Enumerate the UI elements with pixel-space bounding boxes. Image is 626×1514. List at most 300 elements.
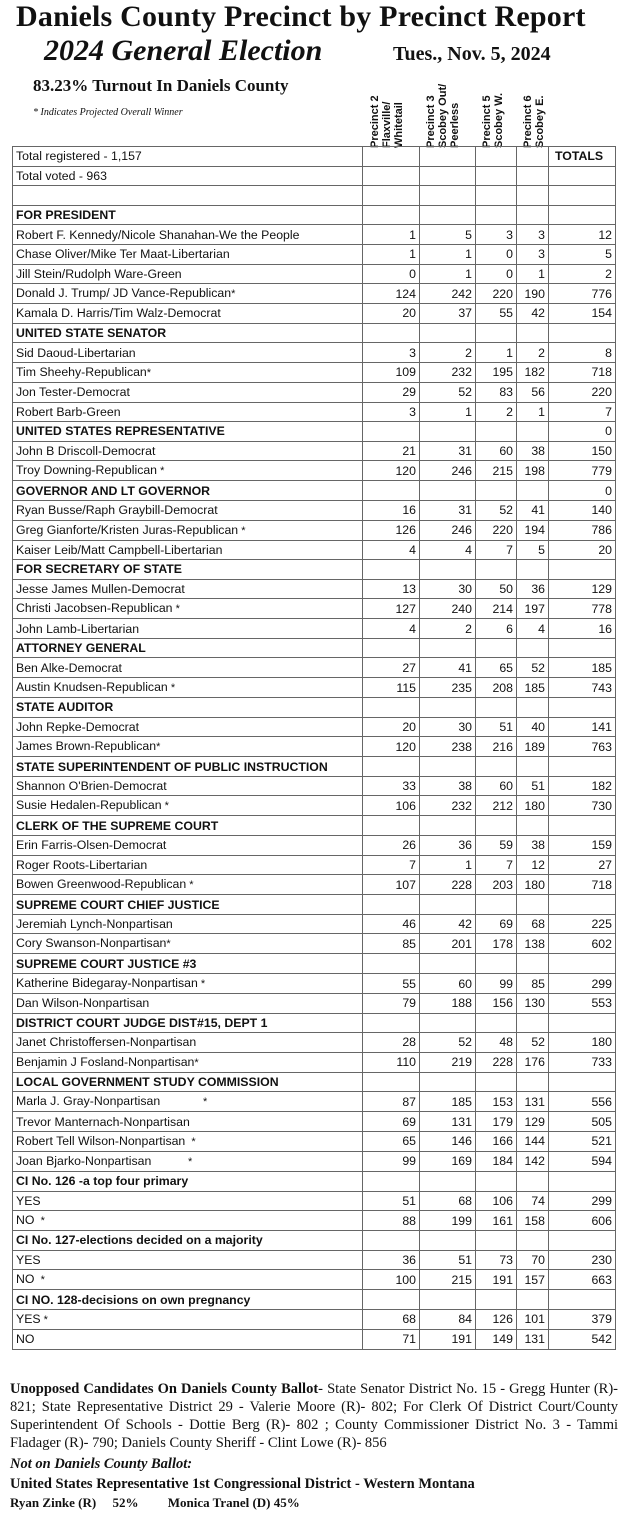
projected-winner-marker: * [161, 800, 169, 813]
precinct-votes [517, 481, 549, 501]
total-votes: 182 [549, 776, 616, 796]
row-label: YES [16, 1311, 41, 1326]
precinct-votes: 153 [476, 1092, 517, 1112]
candidate-row [13, 284, 616, 304]
empty-cell [517, 1013, 549, 1033]
precinct-votes: 70 [517, 1250, 549, 1270]
empty-cell [363, 323, 420, 343]
candidate-row [13, 402, 616, 422]
empty-cell [420, 205, 476, 225]
total-votes: 27 [549, 855, 616, 875]
empty-cell [363, 816, 420, 836]
candidate-row [13, 796, 616, 816]
precinct-votes: 131 [517, 1092, 549, 1112]
precinct-votes: 4 [363, 619, 420, 639]
candidate-row [13, 1211, 616, 1231]
total-votes: 594 [549, 1151, 616, 1171]
empty-cell [517, 895, 549, 915]
empty-cell [420, 186, 476, 206]
row-label: Austin Knudsen-Republican [16, 680, 168, 695]
total-votes: 16 [549, 619, 616, 639]
precinct-votes: 71 [363, 1329, 420, 1349]
candidate-name [13, 619, 363, 639]
precinct-votes: 3 [517, 244, 549, 264]
precinct-votes: 198 [517, 461, 549, 481]
precinct-votes: 2 [476, 402, 517, 422]
candidate-name [13, 225, 363, 245]
race-header-row [13, 560, 616, 580]
row-label: James Brown-Republican [16, 739, 157, 754]
row-label: CI No. 126 -a top four primary [16, 1174, 189, 1189]
candidate-name [13, 1131, 363, 1151]
precinct-votes: 38 [517, 441, 549, 461]
empty-cell [420, 1171, 476, 1191]
total-votes: 129 [549, 579, 616, 599]
precinct-votes: 215 [420, 1270, 476, 1290]
precinct-votes: 144 [517, 1131, 549, 1151]
projected-winner-marker: * [167, 682, 176, 695]
total-votes: 505 [549, 1112, 616, 1132]
candidate-name [13, 717, 363, 737]
empty-cell [363, 166, 420, 186]
candidate-name [13, 540, 363, 560]
candidate-row [13, 264, 616, 284]
unopposed-lead: Unopposed Candidates On Daniels County Ballot [10, 1381, 319, 1397]
total-votes: 663 [549, 1270, 616, 1290]
empty-cell [420, 1290, 476, 1310]
candidate-name [13, 599, 363, 619]
row-label: Jeremiah Lynch-Nonpartisan [16, 917, 173, 932]
candidate-row [13, 520, 616, 540]
precinct-votes: 46 [363, 914, 420, 934]
row-label: John Lamb-Libertarian [16, 621, 140, 636]
precinct-votes: 138 [517, 934, 549, 954]
precinct-votes: 179 [476, 1112, 517, 1132]
candidate-name [13, 147, 363, 167]
candidate-row [13, 304, 616, 324]
candidate-name [13, 1250, 363, 1270]
empty-cell [420, 954, 476, 974]
race-title [13, 954, 363, 974]
candidate-row [13, 382, 616, 402]
empty-cell [476, 1290, 517, 1310]
candidate-name [13, 737, 363, 757]
precinct-votes: 115 [363, 678, 420, 698]
empty-cell [549, 954, 616, 974]
precinct-votes: 106 [476, 1191, 517, 1211]
empty-cell [549, 895, 616, 915]
empty-cell [549, 1290, 616, 1310]
precinct-votes: 42 [517, 304, 549, 324]
row-label: Jon Tester-Democrat [16, 385, 130, 400]
precinct-votes: 20 [363, 717, 420, 737]
empty-cell [363, 1171, 420, 1191]
precinct-votes: 33 [363, 776, 420, 796]
race-header-row [13, 757, 616, 777]
precinct-votes: 73 [476, 1250, 517, 1270]
precinct-votes: 199 [420, 1211, 476, 1231]
precinct-votes: 126 [363, 520, 420, 540]
precinct-votes: 195 [476, 362, 517, 382]
precinct-votes: 1 [420, 402, 476, 422]
race-header-row [13, 205, 616, 225]
race-header-row [13, 954, 616, 974]
empty-cell [420, 1072, 476, 1092]
candidate-row [13, 934, 616, 954]
candidate-name [13, 461, 363, 481]
empty-cell [549, 1171, 616, 1191]
precinct-votes: 0 [476, 264, 517, 284]
empty-cell [420, 638, 476, 658]
empty-cell [476, 560, 517, 580]
race-header-row [13, 638, 616, 658]
total-votes: 12 [549, 225, 616, 245]
precinct-votes: 101 [517, 1309, 549, 1329]
row-label: Robert Tell Wilson-Nonpartisan [16, 1133, 186, 1148]
projected-winner-marker: * [166, 938, 171, 951]
empty-cell [476, 205, 517, 225]
election-date: Tues., Nov. 5, 2024 [393, 43, 551, 65]
candidate-name [13, 441, 363, 461]
precinct-votes: 157 [517, 1270, 549, 1290]
precinct-votes: 7 [476, 540, 517, 560]
projected-winner-marker: * [238, 524, 246, 537]
row-label: Donald J. Trump/ JD Vance-Republican [16, 286, 232, 301]
row-label: LOCAL GOVERNMENT STUDY COMMISSION [16, 1075, 279, 1090]
row-label: Christi Jacobsen-Republican [16, 601, 173, 616]
empty-cell [476, 638, 517, 658]
precinct-votes: 36 [363, 1250, 420, 1270]
race-title [13, 638, 363, 658]
candidate-name [13, 500, 363, 520]
precinct-votes: 4 [517, 619, 549, 639]
total-votes: 606 [549, 1211, 616, 1231]
candidate-name [13, 678, 363, 698]
precinct-votes: 60 [420, 974, 476, 994]
empty-cell [476, 1231, 517, 1251]
precinct-votes: 126 [476, 1309, 517, 1329]
empty-cell [363, 1231, 420, 1251]
precinct-votes: 38 [517, 836, 549, 856]
precinct-votes: 3 [476, 225, 517, 245]
candidate-row [13, 1092, 616, 1112]
row-label: Janet Christoffersen-Nonpartisan [16, 1035, 197, 1050]
precinct-votes: 52 [476, 500, 517, 520]
precinct-votes: 185 [517, 678, 549, 698]
precinct-votes: 130 [517, 994, 549, 1014]
projected-winner-marker: * [34, 1215, 45, 1228]
row-label: STATE AUDITOR [16, 700, 114, 715]
candidate-name [13, 1052, 363, 1072]
precinct-votes: 79 [363, 994, 420, 1014]
candidate-row [13, 619, 616, 639]
precinct-votes: 131 [420, 1112, 476, 1132]
row-label: Total voted - 963 [16, 168, 107, 183]
precinct-votes: 42 [420, 914, 476, 934]
precinct-votes [363, 422, 420, 442]
candidate-row [13, 343, 616, 363]
row-label: FOR PRESIDENT [16, 208, 116, 223]
candidate-name [13, 362, 363, 382]
empty-cell [476, 1013, 517, 1033]
empty-cell [476, 816, 517, 836]
empty-cell [420, 816, 476, 836]
projected-winner-marker: * [172, 603, 180, 616]
precinct-votes: 51 [517, 776, 549, 796]
candidate-name [13, 579, 363, 599]
candidate-row [13, 1250, 616, 1270]
precinct-votes: 68 [363, 1309, 420, 1329]
row-label: Ryan Busse/Raph Graybill-Democrat [16, 503, 218, 518]
candidate-row [13, 855, 616, 875]
empty-cell [549, 166, 616, 186]
precinct-votes: 4 [420, 540, 476, 560]
row-label: STATE SUPERINTENDENT OF PUBLIC INSTRUCTION [16, 759, 328, 774]
precinct-votes: 37 [420, 304, 476, 324]
total-votes: 786 [549, 520, 616, 540]
total-votes: 776 [549, 284, 616, 304]
total-votes: 150 [549, 441, 616, 461]
precinct-votes: 88 [363, 1211, 420, 1231]
precinct-votes: 60 [476, 776, 517, 796]
total-votes: 159 [549, 836, 616, 856]
precinct-votes: 27 [363, 658, 420, 678]
precinct-votes: 203 [476, 875, 517, 895]
row-label: GOVERNOR AND LT GOVERNOR [16, 483, 211, 498]
precinct-votes: 51 [363, 1191, 420, 1211]
candidate-name [13, 402, 363, 422]
row-label: Susie Hedalen-Republican [16, 798, 162, 813]
empty-cell [476, 1072, 517, 1092]
precinct-votes: 191 [420, 1329, 476, 1349]
empty-cell [549, 638, 616, 658]
precinct-votes: 2 [420, 619, 476, 639]
row-label: NO [16, 1213, 35, 1228]
precinct-votes: 7 [363, 855, 420, 875]
empty-cell [517, 560, 549, 580]
precinct-votes: 68 [517, 914, 549, 934]
empty-cell [517, 205, 549, 225]
precinct-votes: 178 [476, 934, 517, 954]
precinct-votes: 190 [517, 284, 549, 304]
row-label: Chase Oliver/Mike Ter Maat-Libertarian [16, 247, 230, 262]
empty-cell [420, 147, 476, 167]
total-votes: 299 [549, 1191, 616, 1211]
precinct-votes [476, 481, 517, 501]
empty-cell [517, 816, 549, 836]
precinct-votes: 3 [517, 225, 549, 245]
candidate-name [13, 1033, 363, 1053]
empty-cell [420, 166, 476, 186]
race-title [13, 481, 363, 501]
projected-winner-marker: * [186, 879, 194, 892]
row-label: Joan Bjarko-Nonpartisan [16, 1153, 152, 1168]
total-votes: 154 [549, 304, 616, 324]
candidate-name [13, 1112, 363, 1132]
candidate-name [13, 1309, 363, 1329]
row-label: Ben Alke-Democrat [16, 660, 122, 675]
candidate-name [13, 343, 363, 363]
precinct-votes: 240 [420, 599, 476, 619]
empty-cell [420, 757, 476, 777]
candidate-name [13, 166, 363, 186]
precinct-votes: 191 [476, 1270, 517, 1290]
row-label: YES [16, 1193, 41, 1208]
precinct-votes: 30 [420, 579, 476, 599]
candidate-name [13, 1191, 363, 1211]
precinct-votes: 52 [517, 1033, 549, 1053]
empty-cell [476, 1171, 517, 1191]
ballot-issue-row [13, 1231, 616, 1251]
row-label: ATTORNEY GENERAL [16, 641, 146, 656]
empty-cell [549, 1072, 616, 1092]
projected-winner-marker: * [160, 1096, 208, 1109]
precinct-votes: 51 [420, 1250, 476, 1270]
race-header-row [13, 323, 616, 343]
precinct-votes: 84 [420, 1309, 476, 1329]
precinct-votes: 74 [517, 1191, 549, 1211]
precinct-votes: 176 [517, 1052, 549, 1072]
projected-winner-marker: * [156, 741, 161, 754]
unopposed-text: - State Senator District No. 15 - Gregg Hunter (R)- 821; State Representative District 29 - Valerie Moore (R)- 802; For Clerk Of District Court/County Superintendent Of Schools - Dottie Berg (R)- 802 ; County Commissioner District No. 3 - Tammi Fladager (R)- 790; Daniels County Sheriff - Clint Lowe (R)- 856 [10, 1381, 618, 1451]
precinct-votes: 6 [476, 619, 517, 639]
precinct-votes [420, 422, 476, 442]
precinct-votes: 1 [517, 402, 549, 422]
unopposed-candidates [10, 1380, 618, 1452]
precinct-votes: 56 [517, 382, 549, 402]
candidate-row [13, 1131, 616, 1151]
precinct-votes: 107 [363, 875, 420, 895]
candidate-name [13, 520, 363, 540]
precinct-votes: 5 [517, 540, 549, 560]
row-label: Kaiser Leib/Matt Campbell-Libertarian [16, 542, 223, 557]
total-votes: 718 [549, 875, 616, 895]
precinct-votes: 52 [420, 1033, 476, 1053]
race-title [13, 1013, 363, 1033]
empty-cell [420, 698, 476, 718]
candidate-name [13, 284, 363, 304]
total-votes: 230 [549, 1250, 616, 1270]
candidate-row [13, 579, 616, 599]
empty-cell [517, 147, 549, 167]
candidate-row [13, 914, 616, 934]
results-body [13, 147, 616, 1350]
row-label: Tim Sheehy-Republican [16, 364, 147, 379]
precinct-votes: 189 [517, 737, 549, 757]
empty-cell [363, 1290, 420, 1310]
empty-cell [549, 186, 616, 206]
projected-winner-marker: * [197, 978, 206, 990]
precinct-votes: 59 [476, 836, 517, 856]
precinct-votes: 68 [420, 1191, 476, 1211]
candidate-row [13, 1112, 616, 1132]
empty-cell [420, 323, 476, 343]
precinct-votes: 1 [517, 264, 549, 284]
empty-cell [549, 205, 616, 225]
candidate-name [13, 1270, 363, 1290]
precinct-votes: 16 [363, 500, 420, 520]
empty-cell [549, 1013, 616, 1033]
ballot-issue-row [13, 1171, 616, 1191]
row-label: Trevor Manternach-Nonpartisan [16, 1114, 190, 1129]
row-label: Troy Downing-Republican [16, 463, 158, 478]
candidate-row [13, 599, 616, 619]
race-header-row [13, 1013, 616, 1033]
precinct-votes: 219 [420, 1052, 476, 1072]
total-votes: 778 [549, 599, 616, 619]
total-votes: 8 [549, 343, 616, 363]
precinct-votes: 26 [363, 836, 420, 856]
precinct-votes: 235 [420, 678, 476, 698]
candidate-row [13, 875, 616, 895]
candidate-row [13, 678, 616, 698]
empty-cell [363, 147, 420, 167]
precinct-votes: 184 [476, 1151, 517, 1171]
precinct-votes: 158 [517, 1211, 549, 1231]
precinct-votes: 232 [420, 362, 476, 382]
precinct-votes: 21 [363, 441, 420, 461]
candidate-name [13, 658, 363, 678]
precinct-votes: 146 [420, 1131, 476, 1151]
precinct-votes: 30 [420, 717, 476, 737]
empty-cell [549, 323, 616, 343]
empty-cell [363, 638, 420, 658]
row-label: Greg Gianforte/Kristen Juras-Republican [16, 522, 239, 537]
precinct-votes: 60 [476, 441, 517, 461]
row-label: UNITED STATE SENATOR [16, 326, 167, 341]
precinct-votes: 212 [476, 796, 517, 816]
empty-cell [549, 757, 616, 777]
precinct-votes: 142 [517, 1151, 549, 1171]
candidate-row [13, 244, 616, 264]
total-votes: 140 [549, 500, 616, 520]
precinct-votes: 85 [363, 934, 420, 954]
precinct-votes: 1 [420, 244, 476, 264]
row-label: Shannon O'Brien-Democrat [16, 779, 167, 794]
col-header-precinct-3: Precinct 3 Scobey Out/ Peerless [425, 83, 461, 148]
race-title [13, 816, 363, 836]
empty-cell [517, 1171, 549, 1191]
empty-cell [517, 757, 549, 777]
precinct-votes: 38 [420, 776, 476, 796]
col-header-precinct-5: Precinct 5 Scobey W. [481, 92, 505, 148]
info-row [13, 147, 616, 167]
precinct-votes: 232 [420, 796, 476, 816]
col-header-precinct-6: Precinct 6 Scobey E. [522, 95, 546, 148]
precinct-votes: 182 [517, 362, 549, 382]
total-votes: 220 [549, 382, 616, 402]
precinct-votes: 208 [476, 678, 517, 698]
race-title [13, 1171, 363, 1191]
total-votes: 0 [549, 481, 616, 501]
total-votes: 2 [549, 264, 616, 284]
empty-cell [363, 205, 420, 225]
precinct-votes: 4 [363, 540, 420, 560]
precinct-votes: 31 [420, 500, 476, 520]
candidate-row [13, 776, 616, 796]
total-votes: 602 [549, 934, 616, 954]
race-title [13, 1072, 363, 1092]
row-label: UNITED STATES REPRESENTATIVE [16, 424, 225, 439]
total-votes: 718 [549, 362, 616, 382]
total-votes: 7 [549, 402, 616, 422]
empty-cell [420, 895, 476, 915]
precinct-votes: 20 [363, 304, 420, 324]
candidate-row [13, 441, 616, 461]
race-title [13, 757, 363, 777]
projected-winner-marker: * [151, 1155, 193, 1168]
empty-cell [476, 698, 517, 718]
